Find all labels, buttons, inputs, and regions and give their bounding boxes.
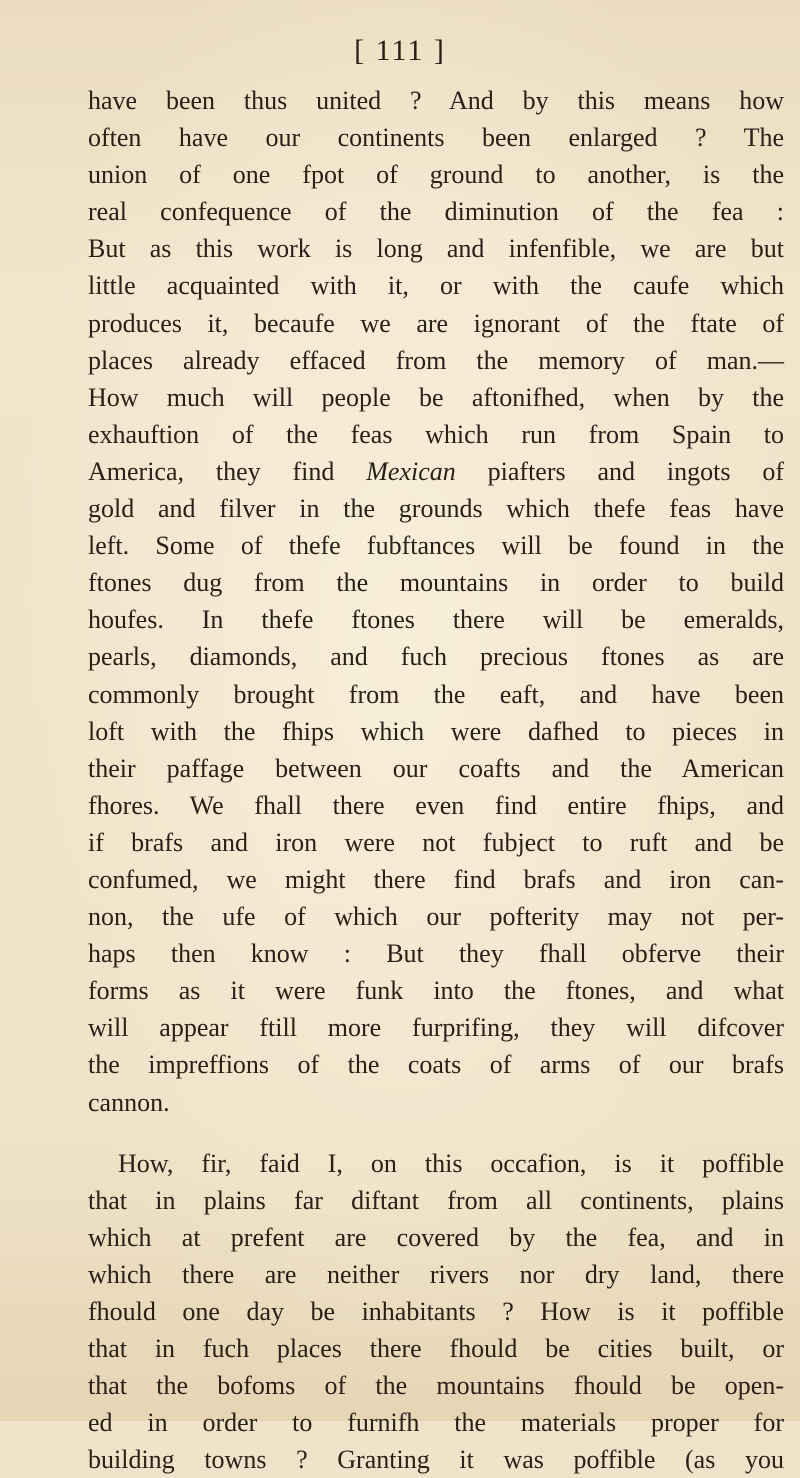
text-line: have been thus united ? And by this means how xyxy=(88,86,784,115)
text-line: pearls, diamonds, and fuch precious ftones as are xyxy=(88,642,784,672)
text-line: houfes. In thefe ftones there will be emeralds, xyxy=(88,605,784,635)
text-line: places already effaced from the memory of man.— xyxy=(88,345,784,375)
text-line: haps then know : But they fhall obferve their xyxy=(88,939,784,969)
text-line: that the bofoms of the mountains fhould be open- xyxy=(88,1371,784,1401)
text-line: real confequence of the diminution of the fea : xyxy=(88,197,784,227)
text-line: non, the ufe of which our pofterity may not per- xyxy=(88,902,784,932)
text-line: How, fir, faid I, on this occafion, is it poffible xyxy=(118,1148,784,1178)
text-line: commonly brought from the eaft, and have been xyxy=(88,679,784,709)
page-number-header: [ 111 ] xyxy=(354,34,446,67)
text-line: union of one fpot of ground to another, is the xyxy=(88,160,784,190)
text-line-italic-mexican: America, they find Mexican piafters and ingots of xyxy=(88,456,784,486)
text-line: But as this work is long and infenfible, we are but xyxy=(88,234,784,264)
text-line: often have our continents been enlarged ? The xyxy=(88,123,784,153)
text-line: the impreffions of the coats of arms of our brafs xyxy=(88,1050,784,1080)
text-line: building towns ? Granting it was poffible (as you xyxy=(88,1445,784,1475)
body-text xyxy=(88,82,784,1478)
text-line: ed in order to furnifh the materials proper for xyxy=(88,1408,784,1438)
text-line: fhould one day be inhabitants ? How is it poffible xyxy=(88,1297,784,1326)
text-line: which at prefent are covered by the fea, and in xyxy=(88,1222,784,1252)
text-line: ftones dug from the mountains in order to build xyxy=(88,568,784,598)
text-line: confumed, we might there find brafs and iron can- xyxy=(88,864,784,894)
text-line: fhores. We fhall there even find entire fhips, and xyxy=(88,790,784,820)
text-line: How much will people be aftonifhed, when by the xyxy=(88,382,784,412)
text-line: loft with the fhips which were dafhed to pieces in xyxy=(88,716,784,746)
text-line: exhauftion of the feas which run from Spain to xyxy=(88,419,784,449)
text-line: will appear ftill more furprifing, they will difcover xyxy=(88,1013,784,1043)
text-line: gold and filver in the grounds which thefe feas have xyxy=(88,494,784,524)
text-line: cannon. xyxy=(88,1087,170,1117)
text-line: left. Some of thefe fubftances will be found in the xyxy=(88,531,784,561)
text-line: forms as it were funk into the ftones, and what xyxy=(88,976,784,1006)
text-line: that in plains far diftant from all continents, plains xyxy=(88,1185,784,1215)
text-line: which there are neither rivers nor dry land, there xyxy=(88,1259,784,1289)
italic-word: Mexican xyxy=(366,456,456,486)
text-line: if brafs and iron were not fubject to ruft and be xyxy=(88,827,784,857)
paragraph-gap xyxy=(88,1121,784,1145)
text-line: that in fuch places there fhould be cities built, or xyxy=(88,1334,784,1364)
text-line: little acquainted with it, or with the caufe which xyxy=(88,271,784,301)
text-line: produces it, becaufe we are ignorant of the ftate of xyxy=(88,308,784,338)
text-line: their paffage between our coafts and the American xyxy=(88,753,784,783)
